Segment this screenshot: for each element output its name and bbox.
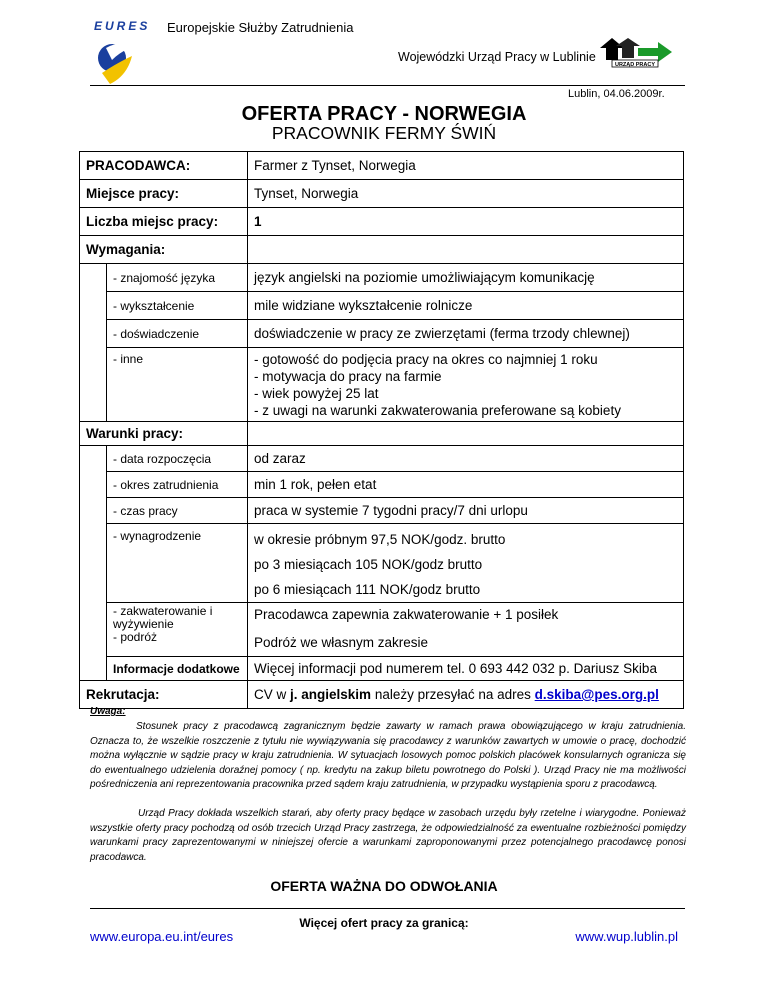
start-label: - data rozpoczęcia (107, 446, 248, 472)
req-edu-value: mile widziane wykształcenie rolnicze (248, 292, 684, 320)
info-label: Informacje dodatkowe (107, 657, 248, 681)
note-paragraph-1: Stosunek pracy z pracodawcą zagranicznym będzie zawarty w ramach prawa obowiązującego w kraju zatrudnienia. Oznacza to, że wszelkie roszczenie z tytułu nie wywiązywania się pracodawcy z warunków zawartych w umowie o pracę, dochodzić można wyłącznie w sądzie pracy w kraju zatrudnienia. W sytuacjach losowych pomoc polskich placówek konsularnych ogranicza się do ewentualnego udzielenia doraźnej pomocy ( np. kredytu na zakup biletu powrotnego do Polski ). Urząd Pracy nie ma możliwości pośredniczenia ani reprezentowania pracownika przed sądem kraju zatrudnienia, w przypadku wystąpienia sporu z pracodawcą. (90, 721, 686, 790)
place-label: Miejsce pracy: (80, 180, 248, 208)
salary-label: - wynagrodzenie (107, 524, 248, 603)
svg-text:URZĄD PRACY: URZĄD PRACY (614, 62, 656, 68)
req-other-item: - z uwagi na warunki zakwaterowania preferowane są kobiety (254, 403, 621, 418)
org-name-eures: Europejskie Służby Zatrudnienia (167, 20, 354, 35)
req-other-item: - gotowość do podjęcia pracy na okres co najmniej 1 roku (254, 352, 598, 367)
accom-value: Pracodawca zapewnia zakwaterowanie + 1 posiłek (254, 607, 559, 622)
offer-title: OFERTA PRACY - NORWEGIA (241, 103, 527, 125)
place-value: Tynset, Norwegia (248, 180, 684, 208)
offer-table (79, 151, 684, 709)
recruit-label: Rekrutacja: (80, 681, 248, 709)
time-value: praca w systemie 7 tygodni pracy/7 dni urlopu (248, 498, 684, 524)
org-name-wup: Wojewódzki Urząd Pracy w Lublinie (398, 50, 596, 64)
count-label: Liczba miejsc pracy: (80, 208, 248, 236)
header-divider (90, 85, 685, 86)
offer-date: Lublin, 04.06.2009r. (568, 88, 665, 100)
info-value: Więcej informacji pod numerem tel. 0 693 442 032 p. Dariusz Skiba (248, 657, 684, 681)
recruit-value: CV w j. angielskim należy przesyłać na adres d.skiba@pes.org.pl (248, 681, 684, 709)
note-label: Uwaga: (90, 706, 126, 717)
note-paragraph-2: Urząd Pracy dokłada wszelkich starań, aby oferty pracy będące w zasobach urzędu były rzetelne i wiarygodne. Ponieważ wszystkie oferty pracy pochodzą od osób trzecich Urząd Pracy zastrzega, że odpowiedzialność za ewentualne rozbieżności pomiędzy warunkami pracy zaprezentowanymi w niniejszej ofercie a warunkami zaproponowanymi przez potencjalnego pracodawcę ponosi pracodawca. (90, 808, 686, 863)
salary-item: po 3 miesiącach 105 NOK/godz brutto (254, 557, 483, 572)
wup-logo (598, 36, 678, 70)
travel-value: Podróż we własnym zakresie (254, 635, 429, 650)
req-lang-value: język angielski na poziomie umożliwiającym komunikację (248, 264, 684, 292)
req-other-item: - wiek powyżej 25 lat (254, 386, 379, 401)
footer-divider (90, 908, 685, 909)
recruit-email-link[interactable]: d.skiba@pes.org.pl (534, 687, 659, 702)
count-value: 1 (248, 208, 684, 236)
salary-item: po 6 miesiącach 111 NOK/godz brutto (254, 582, 481, 597)
time-label: - czas pracy (107, 498, 248, 524)
req-edu-label: - wykształcenie (107, 292, 248, 320)
eures-logo (92, 18, 152, 88)
offer-subtitle: PRACOWNIK FERMY ŚWIŃ (271, 123, 497, 143)
conditions-label: Warunki pracy: (80, 422, 248, 446)
eures-link[interactable]: www.europa.eu.int/eures (90, 929, 234, 944)
req-other-label: - inne (107, 348, 248, 422)
req-lang-label: - znajomość języka (107, 264, 248, 292)
offer-valid-notice: OFERTA WAŻNA DO ODWOŁANIA (270, 878, 498, 894)
travel-label: - podróż (113, 630, 158, 644)
requirements-label: Wymagania: (80, 236, 248, 264)
accom-label: - zakwaterowanie i wyżywienie (113, 604, 213, 631)
employer-value: Farmer z Tynset, Norwegia (248, 152, 684, 180)
start-value: od zaraz (248, 446, 684, 472)
wup-link[interactable]: www.wup.lublin.pl (575, 929, 678, 944)
svg-text:EURES: EURES (94, 19, 151, 33)
period-value: min 1 rok, pełen etat (248, 472, 684, 498)
period-label: - okres zatrudnienia (107, 472, 248, 498)
req-exp-label: - doświadczenie (107, 320, 248, 348)
more-offers-label: Więcej ofert pracy za granicą: (299, 916, 469, 930)
salary-item: w okresie próbnym 97,5 NOK/godz. brutto (254, 532, 506, 547)
req-exp-value: doświadczenie w pracy ze zwierzętami (ferma trzody chlewnej) (248, 320, 684, 348)
req-other-item: - motywacja do pracy na farmie (254, 369, 442, 384)
employer-label: PRACODAWCA: (80, 152, 248, 180)
